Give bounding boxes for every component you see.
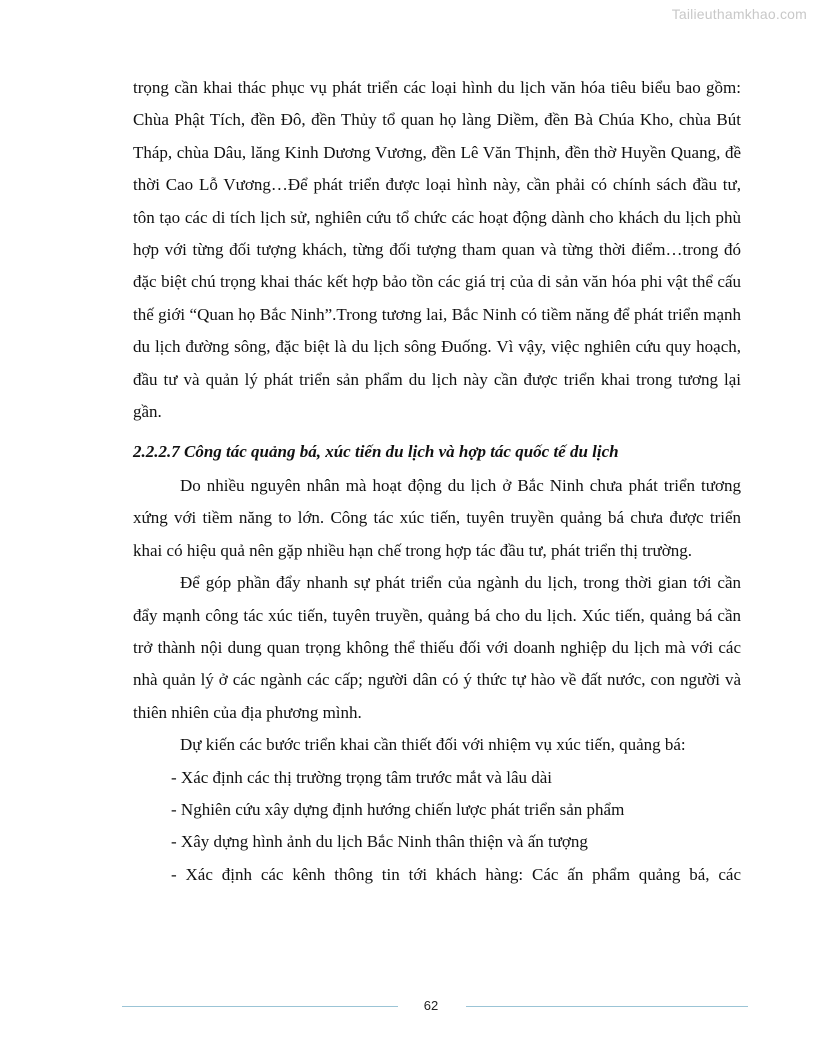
paragraph-causes: Do nhiều nguyên nhân mà hoạt động du lịch ở Bắc Ninh chưa phát triển tương xứng với tiềm năng to lớn. Công tác xúc tiến, tuyên truyền quảng bá chưa được triển khai có hiệu quả nên gặp nhiều hạn chế trong hợp tác đầu tư, phát triển thị trường.: [133, 475, 741, 560]
section-heading: 2.2.2.7 Công tác quảng bá, xúc tiến du lịch và hợp tác quốc tế du lịch: [133, 442, 619, 462]
list-item: - Nghiên cứu xây dựng định hướng chiến lược phát triển sản phẩm: [171, 799, 625, 819]
footer-divider-left: [122, 1006, 398, 1007]
footer-divider-right: [466, 1006, 748, 1007]
watermark-text: Tailieuthamkhao.com: [671, 6, 807, 22]
page-number: 62: [423, 998, 439, 1013]
list-item: - Xây dựng hình ảnh du lịch Bắc Ninh thân thiện và ấn tượng: [171, 832, 588, 852]
paragraph-promotion: Để góp phần đẩy nhanh sự phát triển của ngành du lịch, trong thời gian tới cần đẩy mạnh công tác xúc tiến, tuyên truyền, quảng bá cho du lịch. Xúc tiến, quảng bá cần trở thành nội dung quan trọng không thể thiếu đối với doanh nghiệp du lịch mà với các nhà quản lý ở các ngành các cấp; người dân có ý thức tự hào về đất nước, con người và thiên nhiên của địa phương mình.: [133, 573, 741, 722]
paragraph-steps-intro: Dự kiến các bước triển khai cần thiết đối với nhiệm vụ xúc tiến, quảng bá:: [180, 735, 686, 755]
list-item: - Xác định các thị trường trọng tâm trước mắt và lâu dài: [171, 767, 553, 787]
list-item: - Xác định các kênh thông tin tới khách hàng: Các ấn phẩm quảng bá, các: [171, 864, 741, 884]
page-body: [133, 72, 741, 891]
paragraph-cultural-tourism: trọng cần khai thác phục vụ phát triển các loại hình du lịch văn hóa tiêu biểu bao gồm: Chùa Phật Tích, đền Đô, đền Thủy tổ quan họ làng Diềm, đền Bà Chúa Kho, chùa Bút Tháp, chùa Dâu, lăng Kinh Dương Vương, đền Lê Văn Thịnh, đền thờ Huyền Quang, đề thời Cao Lỗ Vương…Để phát triển được loại hình này, cần phải có chính sách đầu tư, tôn tạo các di tích lịch sử, nghiên cứu tổ chức các hoạt động dành cho khách du lịch phù hợp với từng đối tượng khách, từng đối tượng tham quan và từng thời điểm…trong đó đặc biệt chú trọng khai thác kết hợp bảo tồn các giá trị của di sản văn hóa phi vật thể cấu thế giới “Quan họ Bắc Ninh”.Trong tương lai, Bắc Ninh có tiềm năng để phát triển mạnh du lịch đường sông, đặc biệt là du lịch sông Đuống. Vì vậy, việc nghiên cứu quy hoạch, đầu tư và quản lý phát triển sản phẩm du lịch này cần được triển khai trong tương lại gần.: [133, 78, 741, 422]
